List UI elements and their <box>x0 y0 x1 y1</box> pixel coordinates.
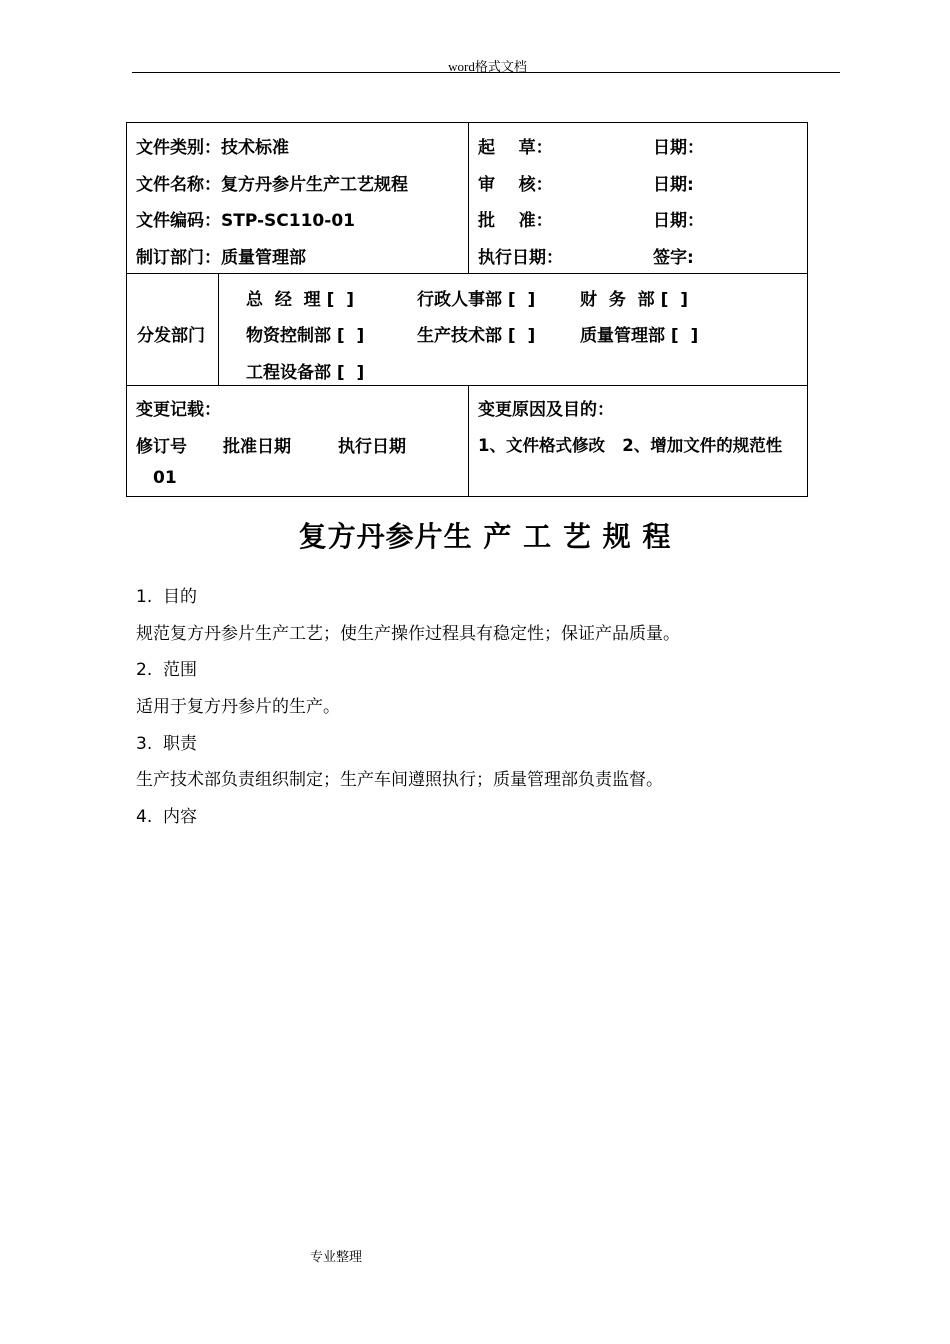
table-divider-dist <box>218 273 219 386</box>
dist-engineering: 工程设备部 [ ] <box>246 363 365 383</box>
section-3-heading: 3. 职责 <box>136 734 198 754</box>
file-category: 文件类别：技术标准 <box>136 138 289 158</box>
table-divider-main <box>468 122 469 274</box>
page-title: 复方丹参片生 产 工 艺 规 程 <box>298 520 672 553</box>
table-row-divider-1 <box>126 273 808 274</box>
table-divider-change <box>468 385 469 497</box>
dist-finance: 财 务 部 [ ] <box>580 290 688 310</box>
section-1-heading: 1. 目的 <box>136 587 198 607</box>
dist-materials: 物资控制部 [ ] <box>246 326 365 346</box>
revision-number: 01 <box>153 468 177 488</box>
issuing-dept: 制订部门：质量管理部 <box>136 248 306 268</box>
col-exec-date: 执行日期 <box>338 437 406 457</box>
header-rule <box>132 72 840 73</box>
review-label: 审 核： <box>478 175 553 195</box>
dist-admin-hr: 行政人事部 [ ] <box>417 290 536 310</box>
file-code: 文件编码：STP-SC110-01 <box>136 211 355 231</box>
section-1-body: 规范复方丹参片生产工艺；使生产操作过程具有稳定性；保证产品质量。 <box>136 624 680 644</box>
change-reason-text: 1、文件格式修改 2、增加文件的规范性 <box>478 436 783 455</box>
date-label-1: 日期： <box>653 138 704 158</box>
change-record-label: 变更记载： <box>136 400 221 420</box>
dist-general-manager: 总 经 理 [ ] <box>246 290 354 310</box>
file-name: 文件名称：复方丹参片生产工艺规程 <box>136 175 408 195</box>
date-label-3: 日期： <box>653 211 704 231</box>
section-2-heading: 2. 范围 <box>136 660 198 680</box>
col-revision-no: 修订号 <box>136 437 187 457</box>
page-footer: 专业整理 <box>310 1249 363 1264</box>
col-approve-date: 批准日期 <box>223 437 291 457</box>
distribution-label: 分发部门 <box>137 326 205 346</box>
dist-quality: 质量管理部 [ ] <box>580 326 699 346</box>
draft-label: 起 草： <box>478 138 553 158</box>
section-2-body: 适用于复方丹参片的生产。 <box>136 697 340 717</box>
approve-label: 批 准： <box>478 211 553 231</box>
page-header: word格式文档 <box>448 59 527 74</box>
change-reason-label: 变更原因及目的： <box>478 400 614 420</box>
signature-label: 签字: <box>653 248 694 268</box>
table-row-divider-2 <box>126 385 808 386</box>
date-label-2: 日期: <box>653 175 694 195</box>
section-4-heading: 4. 内容 <box>136 807 198 827</box>
exec-date-label: 执行日期： <box>478 248 563 268</box>
section-3-body: 生产技术部负责组织制定；生产车间遵照执行；质量管理部负责监督。 <box>136 770 663 790</box>
dist-production-tech: 生产技术部 [ ] <box>417 326 536 346</box>
